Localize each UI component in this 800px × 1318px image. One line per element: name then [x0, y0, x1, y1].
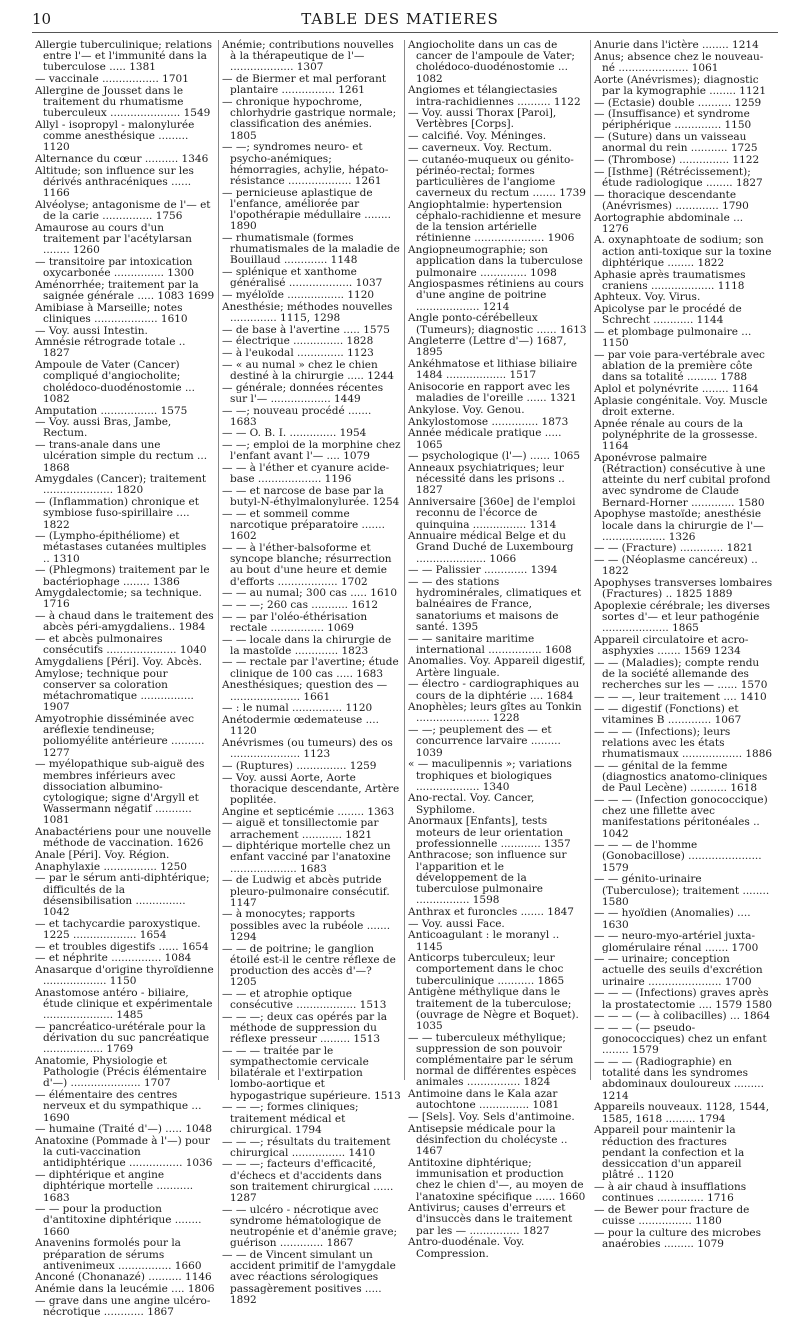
index-entry: — thoracique descendante (Anévrismes) ............. 1790: [594, 188, 749, 212]
index-entry: Angiocholite dans un cas de cancer de l'ampoule de Vater; cholédoco-duodénostomie ... 1082: [408, 39, 575, 85]
index-entry: — par le sérum anti-diphtérique; difficultés de la désensibilisation ............... 1042: [35, 872, 210, 918]
index-entry: — électrique ............... 1828: [222, 335, 374, 348]
index-entry: — splénique et xanthome généralisé ................... 1037: [222, 266, 383, 290]
index-entry: Anesthésie; méthodes nouvelles .............. 1115, 1298: [222, 300, 393, 324]
index-entry: Alvéolyse; antagonisme de l'— et de la carie ............... 1756: [35, 198, 211, 223]
index-entry: — et plombage pulmonaire ... 1150: [594, 326, 752, 350]
index-entry: — — rectale par l'avertine; étude clinique de 100 cas ..... 1683: [222, 656, 399, 680]
index-entry: Antisepsie médicale pour la désinfection du cholécyste .. 1467: [408, 1122, 568, 1158]
index-entry: — — —; deux cas opérés par la méthode de suppression du réflexe presseur ......... 1513: [222, 1010, 388, 1046]
index-entry: Antigène méthylique dans le traitement de la tuberculose; (ouvrage de Nègre et Boquet). 1035: [408, 986, 579, 1032]
index-entry: Ankéhmatose et lithiase biliaire 1484 .................. 1517: [408, 358, 578, 382]
page-number: 10: [32, 10, 52, 28]
index-entry: — : le numal ............... 1120: [222, 702, 373, 715]
index-entry: Aponévrose palmaire (Rétraction) consécutive à une atteinte du nerf cubital profond avec syndrome de Claude Bernard-Horner ............. 1580: [594, 451, 771, 509]
index-entry: Anatomie, Physiologie et Pathologie (Précis élémentaire d'—) ..................... 1707: [35, 1055, 207, 1090]
index-entry: Anneaux psychiatriques; leur nécessité dans les prisons .. 1827: [408, 462, 565, 497]
index-entry: — — — de l'homme (Gonobacillose) ...................... 1579: [594, 839, 762, 874]
index-entry: — — hyoïdien (Anomalies) .... 1630: [594, 907, 751, 931]
index-entry: Aphasie après traumatismes craniens ................... 1118: [594, 268, 746, 292]
page-header: [32, 10, 768, 32]
index-entry: — élémentaire des centres nerveux et du sympathique ... 1690: [35, 1089, 202, 1124]
index-entry: — grave dans une angine ulcéro-nécrotique ............ 1867: [35, 1294, 211, 1318]
index-entry: — (Ectasie) double .......... 1259: [594, 96, 762, 109]
index-entry: — — —; résultats du traitement chirurgical ................ 1410: [222, 1135, 391, 1159]
index-entry: Apophyse mastoïde; anesthésie locale dans la chirurgie de l'— ................... 1326: [594, 508, 764, 543]
index-entry: — (Thrombose) ............... 1122: [594, 154, 760, 167]
index-entry: Anthracose; son influence sur l'apparition et le développement de la tuberculose pulmonaire ................ 1598: [408, 849, 567, 907]
index-entry: Angine et septicémie ........ 1363: [222, 805, 395, 818]
index-entry: Aménorrhée; traitement par la saignée générale ..... 1083 1699: [35, 278, 215, 302]
index-entry: — — au numal; 300 cas ..... 1610: [222, 587, 398, 600]
index-entry: Anaphylaxie ................ 1250: [35, 860, 187, 873]
index-entry: — — — (— pseudo-gonococciques) chez un enfant ........ 1579: [594, 1021, 767, 1057]
index-entry: — —; peuplement des — et concurrence larvaire ......... 1039: [408, 724, 561, 759]
index-entry: — myélopathique sub-aiguë des membres inférieurs avec dissociation albumino-cytologique; signe d'Argyll et Wassermann négatif ........... 1081: [35, 758, 205, 827]
index-entry: Anormaux [Enfants], tests moteurs de leur orientation professionnelle ............ 1357: [408, 815, 571, 850]
index-entry: Antitoxine diphtérique; immunisation et production chez le chien d'—, au moyen de l'anatoxine spécifique ...... 1660: [408, 1156, 586, 1203]
index-entry: — — digestif (Fonctions) et vitamines B ............. 1067: [594, 702, 742, 726]
index-entry: Apicolyse par le procédé de Schrecht ............ 1144: [594, 303, 742, 327]
index-entry: — et néphrite ............... 1084: [35, 952, 192, 965]
index-entry: Apophyses transverses lombaires (Fractures) .. 1825 1889: [594, 577, 773, 601]
index-entry: — — à l'éther-balsoforme et syncope blanche; résurrection au bout d'une heure et demie d'efforts .................. 1702: [222, 541, 392, 588]
index-entry: — — —; 260 cas ........... 1612: [222, 598, 379, 611]
index-entry: Amygdaliens [Péri]. Voy. Abcès.: [35, 655, 202, 668]
index-entry: — de Bewer pour fracture de cuisse ................ 1180: [594, 1203, 750, 1227]
index-entry: — de Ludwig et abcès putride pleuro-pulmonaire consécutif. 1147: [222, 874, 390, 909]
index-entry: Aphteux. Voy. Virus.: [594, 291, 701, 304]
index-entry: Anticoagulant : le moranyl .. 1145: [408, 929, 560, 953]
index-entry: — psychologique (l'—) ...... 1065: [408, 450, 580, 463]
header-rule: [32, 32, 778, 33]
index-entry: Antro-duodénale. Voy. Compression.: [408, 1236, 525, 1260]
index-entry: Alternance du cœur .......... 1346: [35, 153, 209, 166]
index-entry: — Voy. aussi Intestin.: [35, 324, 148, 337]
index-entry: Antimoine dans le Kala azar autochtone ............... 1081: [408, 1088, 560, 1112]
index-entry: — — — traitée par le sympathectomie cervicale bilatérale et l'extirpation lombo-aortique et hypogastrique supérieure. 1513: [222, 1044, 401, 1102]
index-entry: — —; syndromes neuro- et psycho-anémiques; hémorragies, achylie, hépato-résistance ................... 1261: [222, 141, 389, 187]
index-entry: Anastomose antéro - biliaire, étude clinique et expérimentale ..................... 1485: [35, 986, 213, 1022]
index-entry: — — pour la production d'antitoxine diphtérique ........ 1660: [35, 1203, 202, 1238]
index-entry: — — urinaire; conception actuelle des seuils d'excrétion urinaire ...................... 1700: [594, 953, 763, 988]
index-entry: — [Isthme] (Rétrécissement); étude radiologique ........ 1827: [594, 165, 763, 189]
index-entry: — calcifié. Voy. Méninges.: [408, 130, 547, 143]
index-entry: Allergine de Jousset dans le traitement du rhumatisme tuberculeux ..................... 1549: [35, 84, 211, 120]
index-entry: Appareil pour maintenir la réduction des fractures pendant la confection et la dessiccation d'un appareil plâtré .. 1120: [594, 1124, 745, 1182]
index-entry: — — locale dans la chirurgie de la mastoïde ............. 1823: [222, 633, 392, 657]
index-entry: — — O. B. I. .............. 1954: [222, 427, 367, 440]
index-entry: — rhumatismale (formes rhumatismales de la maladie de Bouillaud ............. 1148: [222, 231, 400, 267]
index-entry: — Voy. aussi Aorte, Aorte thoracique descendante, Artère poplitée.: [222, 771, 400, 806]
index-entry: — — — (Infection gonococcique) chez une fillette avec manifestations péritonéales .. 1042: [594, 793, 768, 840]
index-entry: — à monocytes; rapports possibles avec la rubéole ....... 1294: [222, 908, 391, 943]
index-entry: — — (Fracture) ............. 1821: [594, 542, 754, 555]
index-entry: Antivirus; causes d'erreurs et d'insuccès dans le traitement par les — ............... 1827: [408, 1202, 573, 1237]
index-entry: Anurie dans l'ictère ........ 1214: [594, 39, 759, 51]
page-title: TABLE DES MATIERES: [301, 10, 499, 28]
index-entry: — trans-anale dans une ulcération simple du rectum ... 1868: [35, 439, 208, 474]
index-entry: Amaurose au cours d'un traitement par l'acétylarsan ........ 1260: [35, 221, 192, 257]
index-entry: — Voy. aussi Bras, Jambe, Rectum.: [35, 416, 172, 440]
index-entry: Amnésie rétrograde totale .. 1827: [35, 336, 186, 360]
index-entry: — vaccinale ................. 1701: [35, 73, 189, 86]
index-entry: Année médicale pratique ..... 1065: [408, 427, 562, 451]
index-entry: Angiopneumographie; son application dans la tuberculose pulmonaire .............. 1098: [408, 244, 583, 279]
index-entry: Aplol et polynévrite ........ 1164: [594, 383, 759, 396]
index-entry: — (Insuffisance) et syndrome périphérique .............. 1150: [594, 108, 752, 132]
index-entry: — — — (Infections) graves après la prostatectomie .... 1579 1580: [594, 987, 773, 1011]
index-entry: Ankylose. Voy. Genou.: [408, 404, 525, 416]
index-entry: — diphtérique mortelle chez un enfant vacciné par l'anatoxine .................... 1683: [222, 840, 391, 875]
index-entry: — « au numal » chez le chien destiné à la chirurgie ..... 1244: [222, 358, 394, 382]
index-entry: — cutanéo-muqueux ou génito-périnéo-rectal; formes particulières de l'angiome caverneux du rectum ....... 1739: [408, 153, 586, 200]
index-entry: — — sanitaire maritime international ................ 1608: [408, 632, 572, 656]
index-entry: — — des stations hydrominérales, climatiques et balnéaires de France, sanatoriums et maisons de santé. 1395: [408, 576, 582, 633]
index-entry: Anthrax et furoncles ....... 1847: [408, 905, 574, 918]
index-entry: Anabactériens pour une nouvelle méthode de vaccination. 1626: [35, 826, 212, 850]
index-entry: Anconé (Chonanazé) .......... 1146: [35, 1271, 212, 1284]
index-entry: — — tuberculeux méthylique; suppression de son pouvoir complémentaire par le sérum normal de différentes espèces animales ................ 1824: [408, 1031, 577, 1089]
index-entry: — à air chaud à insufflations continues .............. 1716: [594, 1180, 747, 1205]
index-entry: — de base à l'avertine ..... 1575: [222, 323, 390, 336]
index-entry: Angiomes et télangiectasies intra-rachidiennes .......... 1122: [408, 84, 581, 108]
index-entry: Amylose; technique pour conserver sa coloration métachromatique ................ 1907: [35, 667, 194, 714]
index-entry: — Voy. aussi Thorax [Paroi], Vertèbres [Corps].: [408, 107, 557, 131]
index-entry: — — génital de la femme (diagnostics anatomo-cliniques de Paul Lecène) ........... 1618: [594, 759, 768, 795]
index-entry: — — —; formes cliniques; traitement médical et chirurgical. 1794: [222, 1101, 359, 1136]
index-entry: Anesthésiques; question des — ..................... 1661: [222, 679, 388, 703]
index-entry: — chronique hypochrome, chlorhydrie gastrique normale; classification des anémies. 1805: [222, 96, 397, 142]
index-entry: — — et atrophie optique consécutive .................. 1513: [222, 987, 387, 1012]
index-entry: Angle ponto-cérébelleux (Tumeurs); diagnostic ...... 1613: [408, 312, 587, 336]
index-entry: — (Inflammation) chronique et symbiose fuso-spirillaire .... 1822: [35, 496, 199, 531]
index-entry: Allyl - isopropyl - malonylurée comme anesthésique ......... 1120: [35, 118, 195, 154]
index-entry: — — et sommeil comme narcotique préparatoire ....... 1602: [222, 507, 385, 543]
index-entry: Amputation ................. 1575: [35, 404, 188, 417]
index-entry: Apoplexie cérébrale; les diverses sortes d'— et leur pathogénie .................... 1865: [594, 599, 771, 635]
index-entry: — — (Maladies); compte rendu de la société allemande des recherches sur les — ...... 1570: [594, 656, 768, 692]
index-entry: — à l'eukodal .............. 1123: [222, 346, 374, 359]
index-entry: Aortographie abdominale ... 1276: [594, 211, 744, 235]
index-entry: — diphtérique et angine diphtérique mortelle ........... 1683: [35, 1169, 194, 1204]
index-entry: Amygdales (Cancer); traitement ..................... 1820: [35, 473, 207, 497]
index-entry: — de Biermer et mal perforant plantaire ................ 1261: [222, 73, 387, 97]
index-entry: — — neuro-myo-artériel juxta-glomérulaire rénal ....... 1700: [594, 930, 759, 954]
index-entry: Anus; absence chez le nouveau-né ..................... 1061: [594, 50, 764, 74]
index-entry: Anasarque d'origine thyroïdienne ................... 1150: [35, 963, 214, 988]
index-entry: — et abcès pulmonaires consécutifs ..................... 1040: [35, 633, 207, 657]
index-entry: Anniversaire [360e] de l'emploi reconnu de l'écorce de quinquina ................ 1314: [408, 496, 576, 531]
index-entry: Angleterre (Lettre d'—) 1687, 1895: [408, 335, 567, 359]
index-entry: — — — (Radiographie) en totalité dans les syndromes abdominaux douloureux ......... 1214: [594, 1056, 764, 1102]
index-entry: — humaine (Traité d'—) ..... 1048: [35, 1123, 213, 1136]
index-entry: — [Sels]. Voy. Sels d'antimoine.: [408, 1111, 575, 1124]
index-entry: Anophèles; leurs gîtes au Tonkin ...................... 1228: [408, 701, 582, 725]
index-entry: Angiophtalmie: hypertension céphalo-rachidienne et mesure de la tension artérielle rétinienne ..................... 1906: [408, 198, 582, 245]
index-entry: « — maculipennis »; variations trophiques et biologiques ................... 1340: [408, 758, 572, 793]
index-entry: — —; nouveau procédé ....... 1683: [222, 404, 372, 428]
index-entry: — — ulcéro - nécrotique avec syndrome hématologique de neutropénie et d'anémie grave; guérison ............. 1867: [222, 1203, 398, 1250]
index-entry: — et tachycardie paroxystique. 1225 ................... 1654: [35, 917, 201, 941]
index-entry: Ampoule de Vater (Cancer) compliqué d'angiocholite; cholédoco-duodénostomie ... 1082: [35, 359, 195, 405]
index-entry: Amibiase à Marseille; notes cliniques ................... 1610: [35, 301, 188, 325]
index-entry: Anatoxine (Pommade à l'—) pour la cuti-vaccination antidiphtérique ................ 1036: [35, 1135, 213, 1170]
index-entry: — transitoire par intoxication oxycarbonée ............... 1300: [35, 255, 195, 280]
index-entry: — — par l'oléo-éthérisation rectale ................ 1069: [222, 610, 368, 634]
index-entry: — Voy. aussi Face.: [408, 917, 505, 930]
index-entry: Anavenins formolés pour la préparation de sérums antivenimeux ................ 1660: [35, 1237, 202, 1272]
index-entry: — — —; facteurs d'efficacité, d'échecs et d'accidents dans son traitement chirurgical ...... 1287: [222, 1158, 394, 1205]
index-columns: [32, 39, 778, 1318]
index-entry: — — de Vincent simulant un accident primitif de l'amygdale avec réactions sérologiques passagèrement positives ..... 1892: [222, 1249, 396, 1306]
index-entry: Aorte (Anévrismes); diagnostic par la kymographie ........ 1121: [594, 73, 767, 97]
index-entry: Anévrismes (ou tumeurs) des os ..................... 1123: [222, 736, 393, 761]
index-entry: — — (Néoplasme cancéreux) .. 1822: [594, 554, 758, 578]
index-entry: Appareil circulatoire et acro-asphyxies ....... 1569 1234: [594, 634, 749, 658]
index-entry: — — génito-urinaire (Tuberculose); traitement ........ 1580: [594, 873, 770, 908]
index-entry: Aplasie congénitale. Voy. Muscle droit externe.: [594, 394, 768, 418]
index-entry: Ano-rectal. Voy. Cancer, Syphilome.: [408, 792, 535, 816]
index-entry: Anale [Péri]. Voy. Région.: [35, 848, 170, 861]
index-entry: — aiguë et tonsillectomie par arrachement ............ 1821: [222, 817, 379, 841]
index-entry: Anémie dans la leucémie .... 1806: [35, 1283, 215, 1296]
index-entry: — — de poitrine; le ganglion étoilé est-il le centre réflexe de production des accès d'—? 1205: [222, 942, 396, 989]
index-entry: Anétodermie œdemateuse .... 1120: [222, 713, 379, 738]
index-entry: — caverneux. Voy. Rectum.: [408, 141, 552, 154]
index-entry: Amygdalectomie; sa technique. 1716: [35, 587, 202, 611]
index-entry: — — et narcose de base par la butyl-N-éthylmalonylurée. 1254: [222, 484, 400, 509]
index-column-4: [590, 39, 776, 1250]
index-entry: — (Lympho-épithéliome) et métastases cutanées multiples .. 1310: [35, 530, 207, 565]
index-entry: Anomalies. Voy. Appareil digestif, Artère linguale.: [408, 655, 586, 679]
index-entry: — électro - cardiographiques au cours de la diphtérie .... 1684: [408, 678, 580, 702]
index-entry: — générale; données récentes sur l'— .................. 1449: [222, 381, 384, 405]
index-entry: — (Ruptures) ............... 1259: [222, 759, 377, 772]
index-entry: Anémie; contributions nouvelles à la thérapeutique de l'— ................... 1307: [222, 39, 394, 74]
index-entry: — —; emploi de la morphine chez l'enfant avant l'— .... 1079: [222, 439, 401, 463]
index-entry: Ankylostomose .............. 1873: [408, 415, 569, 428]
index-entry: — pour la culture des microbes anaérobies ......... 1079: [594, 1226, 762, 1250]
index-entry: — (Phlegmons) traitement par le bactériophage ........ 1386: [35, 564, 210, 588]
index-entry: Apnée rénale au cours de la polynéphrite de la grossesse. 1164: [594, 417, 758, 453]
index-entry: Allergie tuberculinique; relations entre l'— et l'immunité dans la tuberculose ..... 1381: [35, 39, 213, 74]
index-entry: — — à l'éther et cyanure acide-base ................... 1196: [222, 462, 390, 486]
index-entry: — pancréatico-urétérale pour la dérivation du suc pancréatique .................. 1769: [35, 1020, 210, 1056]
index-entry: — par voie para-vertébrale avec ablation de la première côte dans sa totalité ......... 1788: [594, 348, 765, 384]
index-entry: — myéloïde ................. 1120: [222, 288, 375, 301]
index-entry: — à chaud dans le traitement des abcès péri-amygdaliens.. 1984: [35, 610, 214, 634]
index-entry: Anisocorie en rapport avec les maladies de l'oreille ...... 1321: [408, 381, 577, 405]
index-entry: — (Suture) dans un vaisseau anormal du rein ........... 1725: [594, 131, 758, 155]
index-entry: Angiospasmes rétiniens au cours d'une angine de poitrine ................... 1214: [408, 278, 584, 313]
index-entry: — — — (Infections); leurs relations avec les états rhumatismaux .................. 1886: [594, 725, 773, 761]
index-entry: — — Palissier ............. 1394: [408, 564, 558, 577]
index-entry: Altitude; son influence sur les dérivés anthracéniques ...... 1166: [35, 164, 194, 200]
index-entry: Amyotrophie disséminée avec aréflexie tendineuse; poliomyélite antérieure .......... 1277: [35, 712, 205, 759]
index-entry: Anticorps tuberculeux; leur comportement dans le choc tuberculinique ........... 1865: [408, 952, 565, 987]
index-entry: — et troubles digestifs ...... 1654: [35, 940, 209, 953]
index-column-3: [404, 39, 590, 1260]
index-entry: — — —, leur traitement .... 1410: [594, 691, 767, 704]
index-entry: Appareils nouveaux. 1128, 1544, 1585, 1618 ......... 1794: [594, 1101, 770, 1125]
index-entry: — pernicieuse aplastique de l'enfance, améliorée par l'opothérapie médullaire ........ 1890: [222, 186, 391, 233]
index-column-2: [218, 39, 404, 1306]
index-entry: — — — (— à colibacilles) ... 1864: [594, 1010, 771, 1023]
index-entry: Annuaire médical Belge et du Grand Duché de Luxembourg ..................... 1066: [408, 530, 574, 565]
index-column-1: [32, 39, 218, 1318]
index-entry: A. oxynaphtoate de sodium; son action anti-toxique sur la toxine diphtérique ........ 1822: [594, 234, 772, 269]
